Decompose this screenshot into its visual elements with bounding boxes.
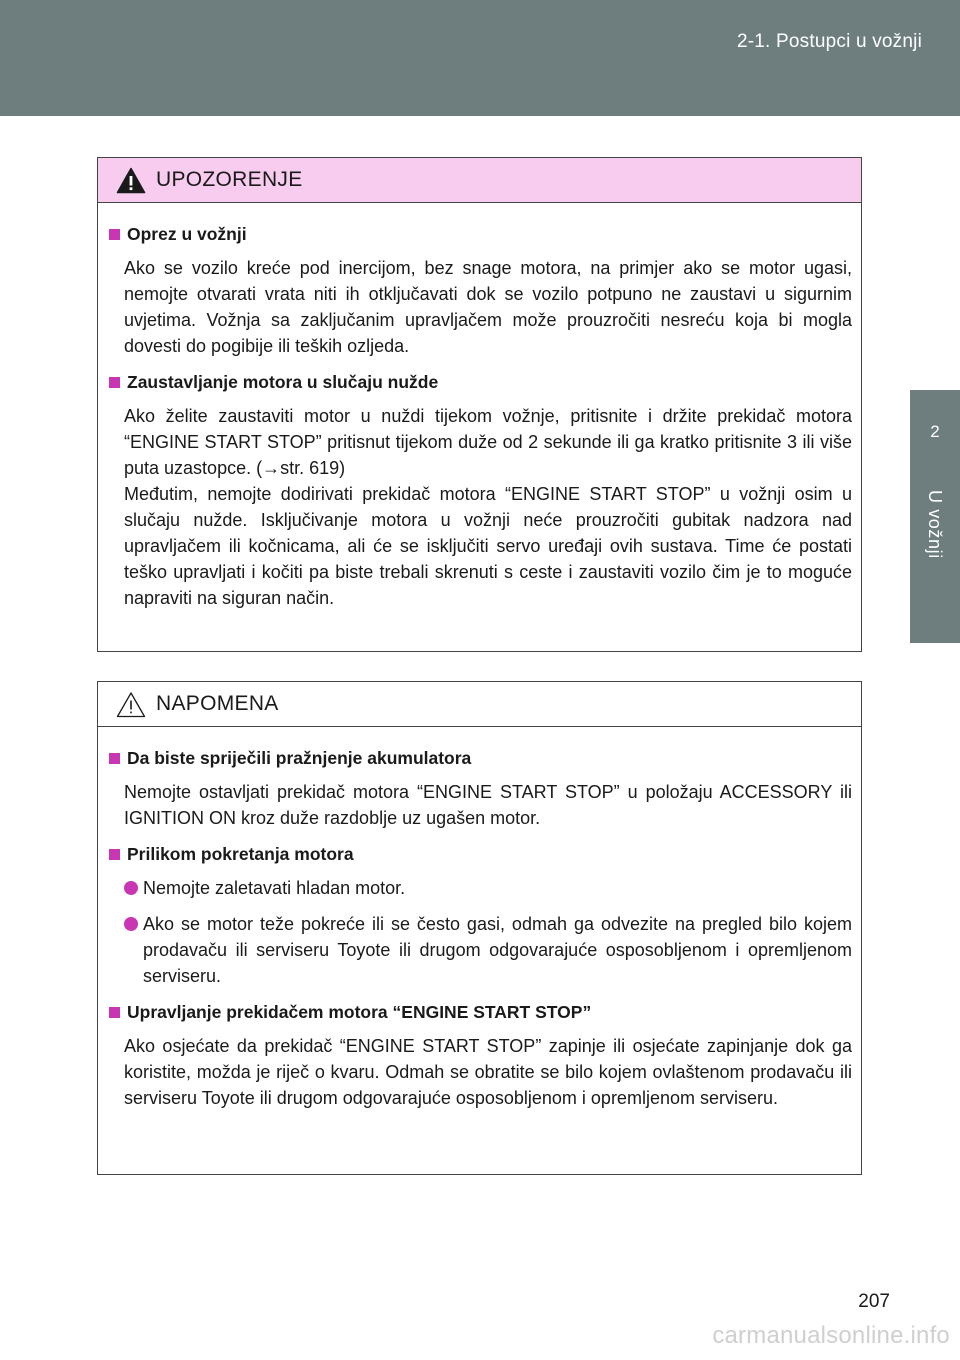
paragraph: Ako se vozilo kreće pod inercijom, bez snage motora, na primjer ako se motor ugasi, nemojte otvarati vrata niti ih otključavati dok se vozilo potpuno ne zaustavi u sigurnim uvjetima. Vožnja sa zaključanim upravljačem može prouzročiti nesreću koja bi mogla dovesti do pogibije ili teških ozljeda. [124,258,852,356]
section-heading-text: Upravljanje prekidačem motora “ENGINE START STOP” [127,1002,592,1022]
notice-box-title: NAPOMENA [156,692,279,715]
chapter-label: U vožnji [925,490,945,559]
chapter-side-tab[interactable] [910,390,960,643]
square-bullet-icon [109,229,120,240]
section-heading [109,745,852,771]
top-header-band [0,0,960,116]
caution-triangle-outline-icon [116,691,146,718]
notice-box-header [98,682,861,727]
section-title: 2-1. Postupci u vožnji [737,31,922,52]
section-heading-text: Prilikom pokretanja motora [127,844,354,864]
warning-box [97,157,862,652]
list-item-text: Ako se motor teže pokreće ili se često gasi, odmah ga odvezite na pregled bilo kojem prodavaču ili serviseru Toyote ili drugom odgovarajuće osposobljenom i opremljenom serviseru. [143,914,852,986]
round-bullet-icon [124,917,138,931]
warning-triangle-filled-icon [116,167,146,194]
paragraph: Nemojte ostavljati prekidač motora “ENGINE START STOP” u položaju ACCESSORY ili IGNITION ON kroz duže razdoblje uz ugašen motor. [124,782,852,828]
warning-box-header [98,158,861,203]
notice-box [97,681,862,1175]
warning-box-title: UPOZORENJE [156,168,303,191]
section-heading [109,221,852,247]
section-heading-text: Zaustavljanje motora u slučaju nužde [127,372,439,392]
section-heading [109,841,852,867]
square-bullet-icon [109,849,120,860]
section-heading-text: Da biste spriječili pražnjenje akumulatora [127,748,472,768]
square-bullet-icon [109,377,120,388]
paragraph: Ako želite zaustaviti motor u nuždi tijekom vožnje, pritisnite i držite prekidač motora “ENGINE START STOP” pritisnut tijekom duže od 2 sekunde ili ga kratko pritisnite 3 ili više puta uzastopce. (→str. 619) [124,406,852,478]
paragraph: Ako osjećate da prekidač “ENGINE START STOP” zapinje ili osjećate zapinjanje dok ga koristite, možda je riječ o kvaru. Odmah se obratite se bilo kojem ovlaštenom prodavaču ili serviseru Toyote ili drugom odgovarajuće osposobljenom i opremljenom serviseru. [124,1036,852,1108]
section-heading-text: Oprez u vožnji [127,224,247,244]
list-item [109,911,852,989]
square-bullet-icon [109,753,120,764]
list-item [109,875,852,901]
chapter-number: 2 [930,422,940,441]
section-heading [109,999,852,1025]
list-item-text: Nemojte zaletavati hladan motor. [143,878,406,898]
paragraph: Međutim, nemojte dodirivati prekidač motora “ENGINE START STOP” u vožnji osim u slučaju nužde. Isključivanje motora u vožnji neće prouzročiti gubitak nadzora nad upravljačem ili kočnicama, ali će se isključiti servo uređaji ovih sustava. Time će postati teško upravljati i kočiti pa biste trebali skrenuti s ceste i zaustaviti vozilo čim je to moguće napraviti na siguran način. [124,484,852,608]
watermark: carmanualsonline.info [712,1322,950,1349]
page-number: 207 [858,1291,890,1312]
warning-box-body [98,203,861,611]
notice-box-body [98,727,861,1111]
round-bullet-icon [124,881,138,895]
square-bullet-icon [109,1007,120,1018]
section-heading [109,369,852,395]
